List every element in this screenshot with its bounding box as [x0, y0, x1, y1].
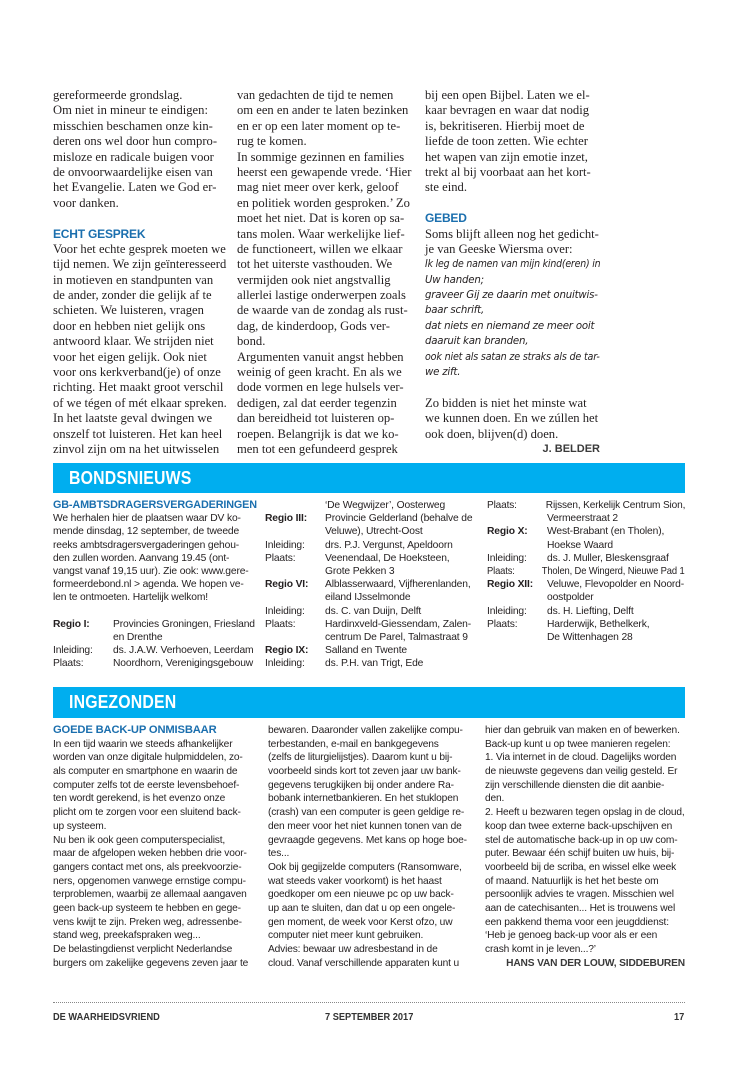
text-line: dode vormen en lege hulsels ver-: [237, 380, 404, 395]
bondsnieuws-banner: [53, 463, 685, 493]
text-line: roepen. Belangrijk is dat we ko-: [237, 426, 399, 441]
poem-line: Ik leg de namen van mijn kind(eren) in: [425, 259, 601, 271]
text-line: gegevens terugkijken bij onder andere Ra-: [268, 779, 454, 791]
text-line: voor danken.: [53, 195, 119, 210]
text-line: worden van onze digitale hulpmiddelen, zo-: [53, 752, 243, 764]
text-line: up systeem.: [53, 820, 107, 832]
meeting-value: Salland en Twente: [325, 645, 407, 657]
text-line: terproblemen, waarbij ze allemaal aangaven: [53, 889, 247, 901]
meeting-label: Plaats:: [53, 658, 84, 670]
meeting-label: Regio III:: [265, 513, 307, 525]
text-line: allerlei lastige onderwerpen zoals: [237, 288, 406, 303]
meeting-value: centrum De Parel, Talmastraat 9: [325, 631, 468, 643]
text-line: de functioneert, willen we elkaar: [237, 241, 403, 256]
meeting-value: De Wittenhagen 28: [547, 631, 633, 643]
text-line: weinig of geen kracht. En als we: [237, 365, 402, 380]
text-line: koop dan twee externe back-upschijven en: [485, 820, 673, 832]
text-line: We herhalen hier de plaatsen waar DV ko-: [53, 513, 241, 525]
text-line: je van Geeske Wiersma over:: [425, 241, 573, 256]
text-line: ners, opgenomen vanwege ernstige compu-: [53, 875, 246, 887]
meeting-row: [487, 618, 685, 631]
meeting-row: [487, 631, 685, 644]
text-line: up aan te sluiten, dan dat u op een ongele-: [268, 902, 456, 914]
text-line: geen back-up systeem te hebben en gege-: [53, 902, 241, 914]
text-line: computer niet meer kunt gebruiken.: [268, 930, 424, 942]
meeting-label: Plaats:: [487, 618, 518, 630]
meeting-row: [53, 618, 257, 631]
text-line: voor ons kerkverband(je) of onze: [53, 365, 221, 380]
text-line: den zullen worden. Aanvang 19.45 (ont-: [53, 552, 230, 564]
poem-line: graveer Gij ze daarin met onuitwis-: [425, 290, 598, 302]
meeting-label: Plaats:: [487, 500, 517, 511]
text-line: gen moment, de week voor Kerst ofzo, uw: [268, 916, 453, 928]
ingezonden-column-3: [485, 724, 685, 970]
text-line: goedkoper om een nieuwe pc op uw back-: [268, 889, 454, 901]
meeting-value: Harderwijk, Bethelkerk,: [547, 618, 650, 630]
text-line: 1. Via internet in de cloud. Dagelijks worden: [485, 752, 677, 764]
poem-line: dat niets en niemand ze meer ooit: [425, 320, 595, 332]
text-line: stel de automatische back-up in op uw com-: [485, 834, 678, 846]
text-line: rug te komen.: [237, 134, 307, 149]
meeting-row: [487, 578, 685, 591]
meeting-row: [53, 644, 257, 657]
text-line: In het laatste geval dwingen we: [53, 411, 213, 426]
poem-line: we zift.: [425, 367, 461, 379]
text-line: len te ontmoeten. Hartelijk welkom!: [53, 592, 208, 604]
meeting-row: [265, 539, 479, 552]
text-line: stand weg, preekafspraken weg...: [53, 930, 201, 942]
meeting-row: [487, 525, 685, 538]
article-column-3: [425, 88, 600, 457]
ingezonden-column-2: [268, 724, 476, 970]
meeting-value: Noordhorn, Verenigingsgebouw: [113, 658, 254, 670]
text-line: dan bereidheid tot luisteren op-: [237, 411, 395, 426]
text-line: aan de catechisanten... Het is trouwens wel: [485, 902, 676, 914]
meeting-row: [53, 631, 257, 644]
text-line: de onvoorwaardelijke eisen van: [53, 164, 213, 179]
footer-page-number: 17: [674, 1011, 685, 1023]
meeting-row: [53, 657, 257, 670]
footer-publication: DE WAARHEIDSVRIEND: [53, 1011, 160, 1023]
bondsnieuws-column-3: [487, 499, 685, 644]
text-line: trekt al bij voorbaat aan het kort-: [425, 164, 591, 179]
text-line: gangers contact met ons, als preekvoorzie-: [53, 861, 242, 873]
text-line: of we tégen of mét elkaar spreken.: [53, 395, 227, 410]
text-line: bond.: [237, 334, 266, 349]
meeting-label: Inleiding:: [265, 539, 305, 551]
text-line: men tot een gefundeerd gesprek: [237, 441, 398, 456]
text-line: Voor het echte gesprek moeten we: [53, 241, 226, 256]
meeting-row: [265, 525, 479, 538]
text-line: 2. Heeft u bezwaren tegen opslag in de cloud,: [485, 807, 685, 819]
meeting-value: Tholen, De Wingerd, Nieuwe Pad 1: [541, 565, 685, 577]
meeting-row: [265, 552, 479, 565]
text-line: misloze en radicale buigen voor: [53, 149, 214, 164]
text-line: voorbeeld sinds kort tot zeven jaar uw bank-: [268, 766, 461, 778]
text-line: (zelfs de liturgielijstjes). Daarom kunt u bij-: [268, 752, 453, 764]
text-line: zijn verschillende diensten die dit aanbie-: [485, 779, 665, 791]
paragraph-gap: [53, 211, 231, 226]
article-column-2: [237, 88, 417, 457]
section-heading: GB-AMBTSDRAGERSVERGADERINGEN: [53, 499, 257, 511]
text-line: bobank internetbankieren. En het stuklopen: [268, 793, 459, 805]
text-line: of maand. Natuurlijk is het het beste om: [485, 875, 659, 887]
text-line: in motieven en standpunten van: [53, 272, 214, 287]
text-line: moet het niet. Dat is koren op sa-: [237, 211, 405, 226]
text-line: de ander, zonder die gelijk af te: [53, 288, 212, 303]
meeting-value: Veenendaal, De Hoeksteen,: [325, 552, 450, 564]
meeting-row: [265, 578, 479, 591]
meeting-label: Regio XII:: [487, 579, 533, 591]
meeting-value: Provincie Gelderland (behalve de: [325, 513, 473, 525]
text-line: als computer en smartphone en waarin de: [53, 766, 238, 778]
text-line: Nu ben ik ook geen computerspecialist,: [53, 834, 226, 846]
text-line: antwoord klaar. We strijden niet: [53, 334, 214, 349]
meeting-value: ds. C. van Duijn, Delft: [325, 605, 422, 617]
meeting-value: eiland IJsselmonde: [325, 592, 411, 604]
text-line: formeerdebond.nl > agenda. We hopen ve-: [53, 579, 244, 591]
text-line: ten wordt gerekend, is het evenzo onze: [53, 793, 226, 805]
section-heading: ECHT GESPREK: [53, 226, 146, 241]
text-line: zinvol zijn om na het uitwisselen: [53, 441, 220, 456]
meeting-value: ds. H. Liefting, Delft: [547, 605, 634, 617]
text-line: de nieuwste gegevens dan veilig gesteld. Er: [485, 766, 678, 778]
meeting-row: [487, 499, 686, 512]
meeting-value: Vermeerstraat 2: [547, 513, 619, 525]
text-line: ‘Heb je genoeg back-up voor als er een: [485, 930, 658, 942]
section-title: BONDSNIEUWS: [69, 468, 192, 488]
text-line: De belastingdienst verplicht Nederlandse: [53, 944, 233, 955]
article-column-1: [53, 88, 231, 457]
meeting-row: [265, 512, 479, 525]
text-line: van gedachten de tijd te nemen: [237, 88, 394, 102]
meeting-row: [265, 565, 479, 578]
text-line: plicht om te zorgen voor een sluitend back-: [53, 807, 241, 819]
meeting-row: [487, 591, 685, 604]
text-line: mag niet meer over kerk, geloof: [237, 180, 399, 195]
text-line: bewaren. Daaronder vallen zakelijke compu-: [268, 725, 463, 736]
meeting-value: oostpolder: [547, 592, 594, 604]
text-line: den.: [485, 793, 505, 805]
text-line: liefde de toon zetten. Wie echter: [425, 134, 588, 149]
meeting-value: Veluwe, Flevopolder en Noord-: [547, 579, 685, 591]
ingezonden-column-1: [53, 724, 259, 970]
meeting-value: ds. J.A.W. Verhoeven, Leerdam: [113, 645, 254, 657]
text-line: voorbeeld bij de scriba, en wissel elke week: [485, 861, 677, 873]
text-line: de waarde van de zondag als rust-: [237, 303, 408, 318]
text-line: Back-up kunt u op twee manieren regelen:: [485, 738, 671, 750]
paragraph-gap: [425, 196, 600, 211]
text-line: Advies: bewaar uw adresbestand in de: [268, 944, 438, 955]
author-signature: HANS VAN DER LOUW, SIDDEBUREN: [506, 957, 685, 969]
meeting-value: ‘De Wegwijzer’, Oosterweg: [325, 500, 446, 511]
text-line: bij een open Bijbel. Laten we el-: [425, 88, 590, 102]
text-line: puter. Bewaar één schijf buiten uw huis, bij-: [485, 848, 675, 860]
text-line: In sommige gezinnen en families: [237, 149, 405, 164]
text-line: Argumenten vanuit angst hebben: [237, 349, 404, 364]
meeting-row: [265, 631, 479, 644]
section-heading: GOEDE BACK-UP ONMISBAAR: [53, 724, 217, 736]
meeting-label: Inleiding:: [265, 658, 305, 670]
text-line: ste eind.: [425, 180, 467, 195]
meeting-label: Inleiding:: [487, 605, 527, 617]
text-line: reeks ambtsdragersvergaderingen gehou-: [53, 539, 240, 551]
author-signature: J. BELDER: [542, 442, 600, 455]
text-line: voor het eigen gelijk. Ook niet: [53, 349, 207, 364]
text-line: dag, de kinderdoop, Gods ver-: [237, 318, 390, 333]
text-line: richting. Het maakt groot verschil: [53, 380, 224, 395]
meeting-value: Veluwe), Utrecht-Oost: [325, 526, 423, 538]
text-line: kaar bevragen en waar dat nodig: [425, 103, 589, 118]
meeting-row: [265, 499, 479, 512]
text-line: vermijden ook niet angstvallig: [237, 272, 391, 287]
text-line: het Evangelie. Laten we God er-: [53, 180, 217, 195]
text-line: onszelf tot luisteren. Het kan heel: [53, 426, 223, 441]
section-title: INGEZONDEN: [69, 692, 177, 712]
text-line: ook doen, blijven(d) doen.: [425, 426, 559, 441]
text-line: tes...: [268, 848, 290, 860]
text-line: tot het uiterste vasthouden. We: [237, 257, 393, 272]
meeting-row: [265, 618, 479, 631]
meeting-row: [487, 565, 685, 578]
meeting-label: Plaats:: [265, 552, 296, 564]
text-line: het wapen van zijn emotie inzet,: [425, 149, 588, 164]
paragraph-gap: [425, 380, 600, 395]
footer-date: 7 SEPTEMBER 2017: [325, 1011, 414, 1023]
text-line: en politiek worden gesproken.’ Zo: [237, 195, 410, 210]
meeting-label: Regio IX:: [265, 645, 309, 657]
meeting-value: en Drenthe: [113, 631, 163, 643]
text-line: wat steeds vaker voorkomt) is het haast: [268, 875, 442, 887]
text-line: vangst vanaf 19,15 uur). Zie ook: www.gere-: [53, 565, 249, 577]
meeting-value: Rijssen, Kerkelijk Centrum Sion,: [545, 500, 686, 511]
text-line: we kunnen doen. En we zúllen het: [425, 411, 599, 426]
meeting-row: [487, 539, 685, 552]
meeting-label: Inleiding:: [487, 552, 527, 564]
meeting-value: ds. P.H. van Trigt, Ede: [325, 658, 424, 670]
text-line: cloud. Vanaf verschillende apparaten kunt u: [268, 957, 460, 969]
meeting-row: [265, 644, 479, 657]
text-line: deren ons wel door hun compro-: [53, 134, 218, 149]
text-line: Soms blijft alleen nog het gedicht-: [425, 226, 599, 241]
text-line: den meer voor het niet kunnen tonen van de: [268, 820, 462, 832]
text-line: terbestanden, e-mail en bankgegevens: [268, 738, 439, 750]
text-line: tans molen. Waar werkelijke lief-: [237, 226, 405, 241]
meeting-value: drs. P.J. Vergunst, Apeldoorn: [325, 539, 453, 551]
meeting-row: [265, 605, 479, 618]
text-line: Ook bij gegijzelde computers (Ransomware,: [268, 861, 462, 873]
poem-line: Uw handen;: [425, 274, 484, 286]
text-line: (crash) van een computer is geen geldige re-: [268, 807, 465, 819]
meeting-label: Regio VI:: [265, 579, 309, 591]
bondsnieuws-column-2: [265, 499, 479, 670]
text-line: tijd nemen. We zijn geïnteresseerd: [53, 257, 227, 272]
meeting-value: West-Brabant (en Tholen),: [547, 526, 665, 538]
meeting-row: [265, 657, 479, 670]
text-line: Zo bidden is niet het minste wat: [425, 395, 587, 410]
meeting-label: Inleiding:: [53, 645, 93, 657]
meeting-row: [487, 605, 685, 618]
text-line: Om niet in mineur te eindigen:: [53, 103, 208, 118]
ingezonden-banner: [53, 687, 685, 718]
text-line: schieten. We luisteren, vragen: [53, 303, 204, 318]
text-line: een pakkend thema voor een jeugddienst:: [485, 916, 669, 928]
meeting-label: Regio I:: [53, 618, 90, 630]
text-line: heerst een gewapende vrede. ‘Hier: [237, 164, 412, 179]
poem-line: ook niet als satan ze straks als de tar-: [425, 351, 600, 363]
text-line: In een tijd waarin we steeds afhankelijker: [53, 738, 233, 750]
meeting-label: Inleiding:: [265, 605, 305, 617]
text-line: maar de afgelopen weken hebben drie voor-: [53, 848, 247, 860]
footer-divider: [53, 1002, 685, 1003]
text-line: om een en ander te laten bezinken: [237, 103, 409, 118]
meeting-label: Regio X:: [487, 526, 528, 538]
meeting-row: [265, 591, 479, 604]
text-line: is, bekritiseren. Hierbij moet de: [425, 118, 585, 133]
text-line: en er op een later moment op te-: [237, 118, 401, 133]
section-heading: GEBED: [425, 211, 467, 226]
meeting-value: Hoekse Waard: [547, 539, 613, 551]
meeting-value: Hardinxveld-Giessendam, Zalen-: [325, 618, 472, 630]
text-line: hier dan gebruik van maken en of bewerken.: [485, 725, 680, 736]
text-line: door en hebben niet gelijk ons: [53, 318, 206, 333]
meeting-value: Alblasserwaard, Vijfherenlanden,: [325, 579, 471, 591]
poem-line: baar schrift,: [425, 305, 484, 317]
poem-line: daaruit kan branden,: [425, 336, 529, 348]
meeting-value: Grote Pekken 3: [325, 565, 395, 577]
text-line: dedigen, zal dat eerder tegenzin: [237, 395, 397, 410]
meeting-row: [487, 552, 685, 565]
meeting-label: Plaats:: [487, 565, 515, 577]
meeting-label: Plaats:: [265, 618, 296, 630]
text-line: crash komt in je leven...?’: [485, 944, 596, 955]
meeting-value: Provincies Groningen, Friesland: [113, 618, 255, 630]
text-line: misschien beschamen onze kin-: [53, 118, 213, 133]
text-line: gevraagde gegevens. Met kans op hoge boe-: [268, 834, 467, 846]
text-line: mende dinsdag, 12 september, de tweede: [53, 526, 240, 538]
meeting-value: ds. J. Muller, Bleskensgraaf: [547, 552, 669, 564]
text-line: burgers om zakelijke gegevens zeven jaar te: [53, 957, 249, 969]
bondsnieuws-column-1: [53, 499, 257, 670]
text-line: vens kwijt te zijn. Preken weg, adressenbe-: [53, 916, 242, 928]
paragraph-gap: [53, 605, 257, 618]
meeting-row: [487, 512, 685, 525]
text-line: persoonlijk advies te vragen. Misschien wel: [485, 889, 674, 901]
text-line: computer zelfs tot de eerste levensbehoef-: [53, 779, 240, 791]
text-line: gereformeerde grondslag.: [53, 88, 183, 102]
